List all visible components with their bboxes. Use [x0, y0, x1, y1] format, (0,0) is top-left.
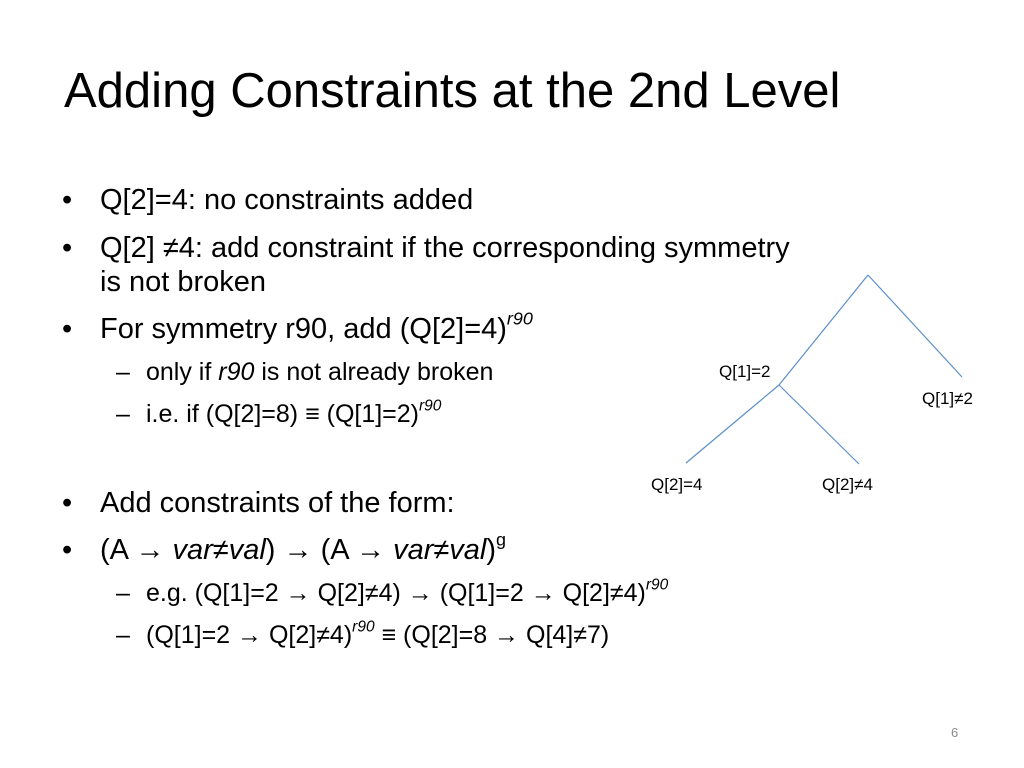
bullet-icon: • — [62, 313, 73, 345]
bullet-text: For symmetry r90, add (Q[2]=4) — [100, 313, 507, 345]
bullet-item — [62, 308, 533, 346]
slide-number: 6 — [951, 725, 959, 740]
bullet-text-continuation: is not broken — [100, 266, 267, 298]
tree-node-label: Q[1]≠2 — [922, 389, 973, 408]
superscript: r90 — [419, 397, 442, 415]
sub-bullet-item — [116, 578, 668, 608]
superscript: r90 — [506, 308, 533, 329]
bullet-text: ) — [486, 534, 497, 566]
sub-bullet-item — [116, 399, 441, 429]
bullet-text: Add constraints of the form: — [100, 487, 455, 519]
bullet-text: ) → (A → — [265, 534, 394, 566]
sub-bullet-item — [116, 620, 609, 650]
superscript: r90 — [645, 576, 669, 594]
emphasis-text: r90 — [218, 358, 255, 386]
dash-icon: – — [116, 579, 130, 607]
bullet-item — [62, 529, 507, 567]
superscript: g — [496, 529, 507, 550]
bullet-text: Q[2] ≠4: add constraint if the corresponding symmetry — [100, 232, 790, 264]
bullet-text: Q[2]=4: no constraints added — [100, 184, 474, 216]
sub-bullet-text: ≡ (Q[2]=8 → Q[4]≠7) — [374, 621, 610, 649]
sub-bullet-text: (Q[1]=2 → Q[2]≠4) — [146, 621, 353, 649]
bullet-text: (A → — [100, 534, 173, 566]
sub-bullet-text: i.e. if (Q[2]=8) ≡ (Q[1]=2) — [146, 400, 420, 428]
slide-title: Adding Constraints at the 2nd Level — [64, 64, 841, 118]
bullet-item — [62, 183, 473, 217]
sub-bullet-text: only if — [146, 358, 219, 386]
tree-node-label: Q[2]=4 — [651, 475, 703, 494]
bullet-icon: • — [62, 184, 73, 216]
dash-icon: – — [116, 400, 130, 428]
dash-icon: – — [116, 358, 130, 386]
bullet-icon: • — [62, 232, 73, 264]
emphasis-text: var≠val — [393, 534, 487, 566]
bullet-item — [62, 231, 790, 299]
tree-node-label: Q[1]=2 — [719, 362, 771, 381]
tree-node-label: Q[2]≠4 — [822, 475, 873, 494]
dash-icon: – — [116, 621, 130, 649]
superscript: r90 — [352, 618, 375, 636]
emphasis-text: var≠val — [172, 534, 266, 566]
sub-bullet-text: is not already broken — [254, 358, 494, 386]
bullet-icon: • — [62, 534, 73, 566]
sub-bullet-text: e.g. (Q[1]=2 → Q[2]≠4) → (Q[1]=2 → Q[2]≠4) — [146, 579, 646, 607]
bullet-icon: • — [62, 487, 73, 519]
sub-bullet-item — [116, 357, 493, 387]
bullet-item — [62, 486, 455, 520]
